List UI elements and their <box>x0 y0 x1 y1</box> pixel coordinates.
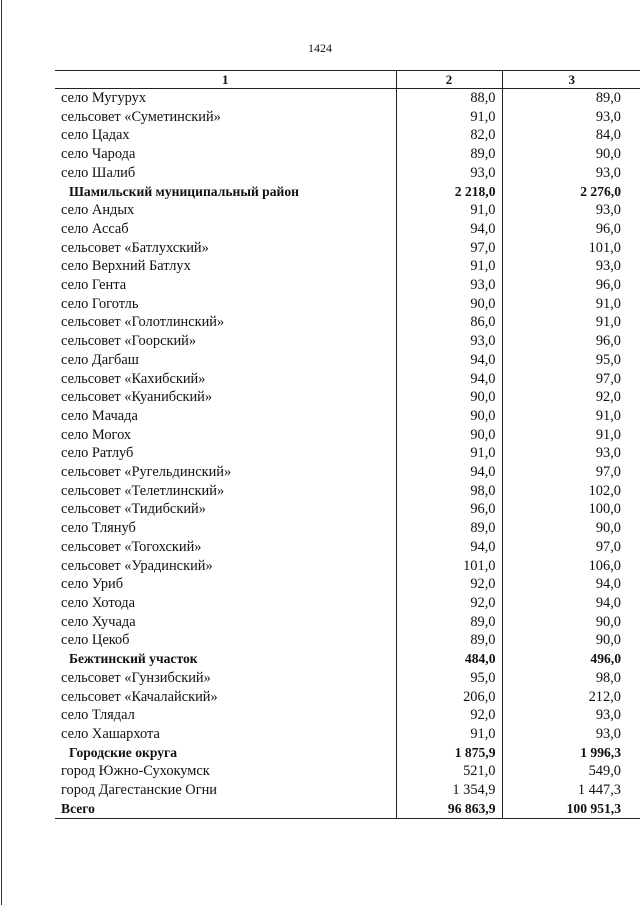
row-value-cell-v2: 91,0 <box>396 444 502 463</box>
row-value-cell-v2: 91,0 <box>396 725 502 744</box>
table-row <box>55 126 640 145</box>
table-row <box>55 669 640 688</box>
row-value-cell-v3: 101,0 <box>502 239 640 258</box>
row-name-cell: Бежтинский участок <box>69 651 198 667</box>
row-value-cell-v3: 91,0 <box>502 407 640 426</box>
row-value-cell-v3: 100 951,3 <box>502 800 640 819</box>
row-name-cell: село Гоготль <box>61 295 139 312</box>
table-row <box>55 781 640 800</box>
row-value-cell-v3: 90,0 <box>502 613 640 632</box>
row-value-cell-v2: 90,0 <box>396 426 502 445</box>
table-row <box>55 800 640 819</box>
row-name-cell: сельсовет «Батлухский» <box>61 239 209 256</box>
row-name-cell: сельсовет «Телетлинский» <box>61 482 225 499</box>
row-name-cell: село Мугурух <box>61 90 147 106</box>
row-value-cell-v3: 93,0 <box>502 444 640 463</box>
row-name-cell: сельсовет «Куанибский» <box>61 389 213 406</box>
row-name-cell: сельсовет «Кахибский» <box>61 370 206 387</box>
column-header-1: 1 <box>55 71 396 89</box>
table-row <box>55 744 640 763</box>
row-value-cell-v2: 94,0 <box>396 538 502 557</box>
row-value-cell-v2: 95,0 <box>396 669 502 688</box>
row-name-cell: село Могох <box>61 426 132 443</box>
row-value-cell-v2: 92,0 <box>396 594 502 613</box>
row-value-cell-v3: 1 447,3 <box>502 781 640 800</box>
row-value-cell-v2: 89,0 <box>396 519 502 538</box>
row-name-cell: село Цадах <box>61 127 130 144</box>
table-row <box>55 613 640 632</box>
table-row <box>55 145 640 164</box>
table-row <box>55 351 640 370</box>
row-value-cell-v3: 90,0 <box>502 631 640 650</box>
row-value-cell-v2: 92,0 <box>396 575 502 594</box>
row-value-cell-v3: 96,0 <box>502 276 640 295</box>
row-value-cell-v3: 549,0 <box>502 762 640 781</box>
table-row <box>55 276 640 295</box>
row-value-cell-v3: 212,0 <box>502 688 640 707</box>
table-row <box>55 426 640 445</box>
row-value-cell-v2: 94,0 <box>396 370 502 389</box>
row-name-cell: Всего <box>55 800 396 819</box>
page-number: 1424 <box>308 41 332 55</box>
row-name-cell: сельсовет «Ругельдинский» <box>61 464 232 481</box>
row-value-cell-v3: 106,0 <box>502 557 640 576</box>
row-value-cell-v3: 94,0 <box>502 575 640 594</box>
row-name-cell: город Дагестанские Огни <box>61 782 217 799</box>
row-value-cell-v2: 88,0 <box>396 89 502 108</box>
table-row <box>55 257 640 276</box>
table-row <box>55 313 640 332</box>
row-name-cell: село Тлядал <box>61 707 135 724</box>
table-row <box>55 295 640 314</box>
row-value-cell-v3: 93,0 <box>502 164 640 183</box>
row-value-cell-v2: 98,0 <box>396 482 502 501</box>
row-value-cell-v3: 93,0 <box>502 725 640 744</box>
row-name-cell: Городские округа <box>69 744 177 760</box>
row-name-cell: село Ассаб <box>61 220 129 237</box>
table-row <box>55 239 640 258</box>
row-value-cell-v2: 90,0 <box>396 295 502 314</box>
row-value-cell-v2: 93,0 <box>396 164 502 183</box>
row-value-cell-v2: 94,0 <box>396 351 502 370</box>
row-value-cell-v2: 484,0 <box>396 650 502 669</box>
row-name-cell: село Гента <box>61 277 127 294</box>
row-name-cell: село Андых <box>61 202 135 219</box>
table-row <box>55 108 640 127</box>
table-row <box>55 89 640 108</box>
row-value-cell-v3: 89,0 <box>502 89 640 108</box>
row-value-cell-v3: 91,0 <box>502 295 640 314</box>
row-value-cell-v2: 92,0 <box>396 706 502 725</box>
row-name-cell: село Дагбаш <box>61 351 139 368</box>
row-value-cell-v2: 82,0 <box>396 126 502 145</box>
row-name-cell: сельсовет «Гунзибский» <box>61 669 211 686</box>
table-row <box>55 688 640 707</box>
row-value-cell-v3: 102,0 <box>502 482 640 501</box>
row-name-cell: сельсовет «Суметинский» <box>61 108 221 125</box>
row-name-cell: село Тлянуб <box>61 520 136 537</box>
row-value-cell-v3: 94,0 <box>502 594 640 613</box>
table-row <box>55 575 640 594</box>
row-value-cell-v3: 98,0 <box>502 669 640 688</box>
row-value-cell-v3: 93,0 <box>502 201 640 220</box>
row-value-cell-v2: 90,0 <box>396 407 502 426</box>
row-value-cell-v3: 92,0 <box>502 388 640 407</box>
row-value-cell-v3: 2 276,0 <box>502 183 640 202</box>
table-row <box>55 706 640 725</box>
table-row <box>55 725 640 744</box>
row-name-cell: город Южно-Сухокумск <box>61 763 210 780</box>
row-value-cell-v2: 97,0 <box>396 239 502 258</box>
table-row <box>55 463 640 482</box>
row-value-cell-v3: 93,0 <box>502 108 640 127</box>
table-row <box>55 370 640 389</box>
row-value-cell-v3: 96,0 <box>502 332 640 351</box>
row-value-cell-v3: 91,0 <box>502 426 640 445</box>
row-value-cell-v2: 93,0 <box>396 332 502 351</box>
row-value-cell-v3: 100,0 <box>502 500 640 519</box>
row-value-cell-v3: 496,0 <box>502 650 640 669</box>
row-value-cell-v2: 96,0 <box>396 500 502 519</box>
row-value-cell-v2: 89,0 <box>396 613 502 632</box>
table-row <box>55 519 640 538</box>
column-header-2: 2 <box>396 71 502 89</box>
row-value-cell-v3: 93,0 <box>502 257 640 276</box>
table-row <box>55 538 640 557</box>
table-row <box>55 557 640 576</box>
row-value-cell-v3: 1 996,3 <box>502 744 640 763</box>
table-row <box>55 650 640 669</box>
page-edge-line <box>1 0 2 905</box>
row-value-cell-v3: 91,0 <box>502 313 640 332</box>
row-value-cell-v2: 91,0 <box>396 201 502 220</box>
row-value-cell-v3: 84,0 <box>502 126 640 145</box>
table-row <box>55 594 640 613</box>
row-value-cell-v2: 94,0 <box>396 220 502 239</box>
row-name-cell: село Чарода <box>61 146 136 163</box>
row-name-cell: Шамильский муниципальный район <box>69 183 300 199</box>
table-row <box>55 482 640 501</box>
row-value-cell-v2: 89,0 <box>396 631 502 650</box>
row-value-cell-v2: 90,0 <box>396 388 502 407</box>
row-name-cell: сельсовет «Урадинский» <box>61 557 213 574</box>
table-row <box>55 407 640 426</box>
table-row <box>55 388 640 407</box>
row-value-cell-v2: 206,0 <box>396 688 502 707</box>
table-header-row <box>55 71 640 89</box>
row-name-cell: сельсовет «Тидибский» <box>61 501 206 518</box>
table-row <box>55 500 640 519</box>
row-value-cell-v3: 97,0 <box>502 538 640 557</box>
row-value-cell-v2: 93,0 <box>396 276 502 295</box>
row-value-cell-v3: 96,0 <box>502 220 640 239</box>
row-value-cell-v3: 93,0 <box>502 706 640 725</box>
row-value-cell-v2: 1 875,9 <box>396 744 502 763</box>
table-row <box>55 444 640 463</box>
column-header-3: 3 <box>502 71 640 89</box>
row-name-cell: село Цекоб <box>61 632 130 649</box>
row-value-cell-v2: 2 218,0 <box>396 183 502 202</box>
row-value-cell-v2: 91,0 <box>396 108 502 127</box>
row-value-cell-v2: 96 863,9 <box>396 800 502 819</box>
table-body <box>55 89 640 819</box>
table-row <box>55 164 640 183</box>
row-value-cell-v2: 101,0 <box>396 557 502 576</box>
row-name-cell: село Мачада <box>61 407 138 424</box>
table-row <box>55 332 640 351</box>
row-name-cell: сельсовет «Голотлинский» <box>61 314 225 331</box>
row-value-cell-v2: 1 354,9 <box>396 781 502 800</box>
table-row <box>55 631 640 650</box>
table-row <box>55 220 640 239</box>
row-value-cell-v3: 97,0 <box>502 463 640 482</box>
table-row <box>55 201 640 220</box>
row-name-cell: сельсовет «Тогохский» <box>61 538 202 555</box>
row-value-cell-v3: 95,0 <box>502 351 640 370</box>
row-value-cell-v2: 86,0 <box>396 313 502 332</box>
table-row <box>55 183 640 202</box>
row-value-cell-v2: 91,0 <box>396 257 502 276</box>
row-value-cell-v3: 90,0 <box>502 519 640 538</box>
row-value-cell-v2: 521,0 <box>396 762 502 781</box>
row-name-cell: село Хучада <box>61 613 136 630</box>
row-value-cell-v3: 97,0 <box>502 370 640 389</box>
row-name-cell: сельсовет «Гоорский» <box>61 333 197 350</box>
row-name-cell: село Верхний Батлух <box>61 258 191 275</box>
row-name-cell: село Шалиб <box>61 164 136 181</box>
row-name-cell: село Ратлуб <box>61 445 134 462</box>
table-row <box>55 762 640 781</box>
data-table <box>55 70 640 819</box>
row-name-cell: сельсовет «Качалайский» <box>61 688 218 705</box>
row-name-cell: село Хашархота <box>61 725 160 742</box>
row-value-cell-v2: 89,0 <box>396 145 502 164</box>
row-value-cell-v2: 94,0 <box>396 463 502 482</box>
row-value-cell-v3: 90,0 <box>502 145 640 164</box>
row-name-cell: село Хотода <box>61 594 136 611</box>
row-name-cell: село Уриб <box>61 576 124 593</box>
